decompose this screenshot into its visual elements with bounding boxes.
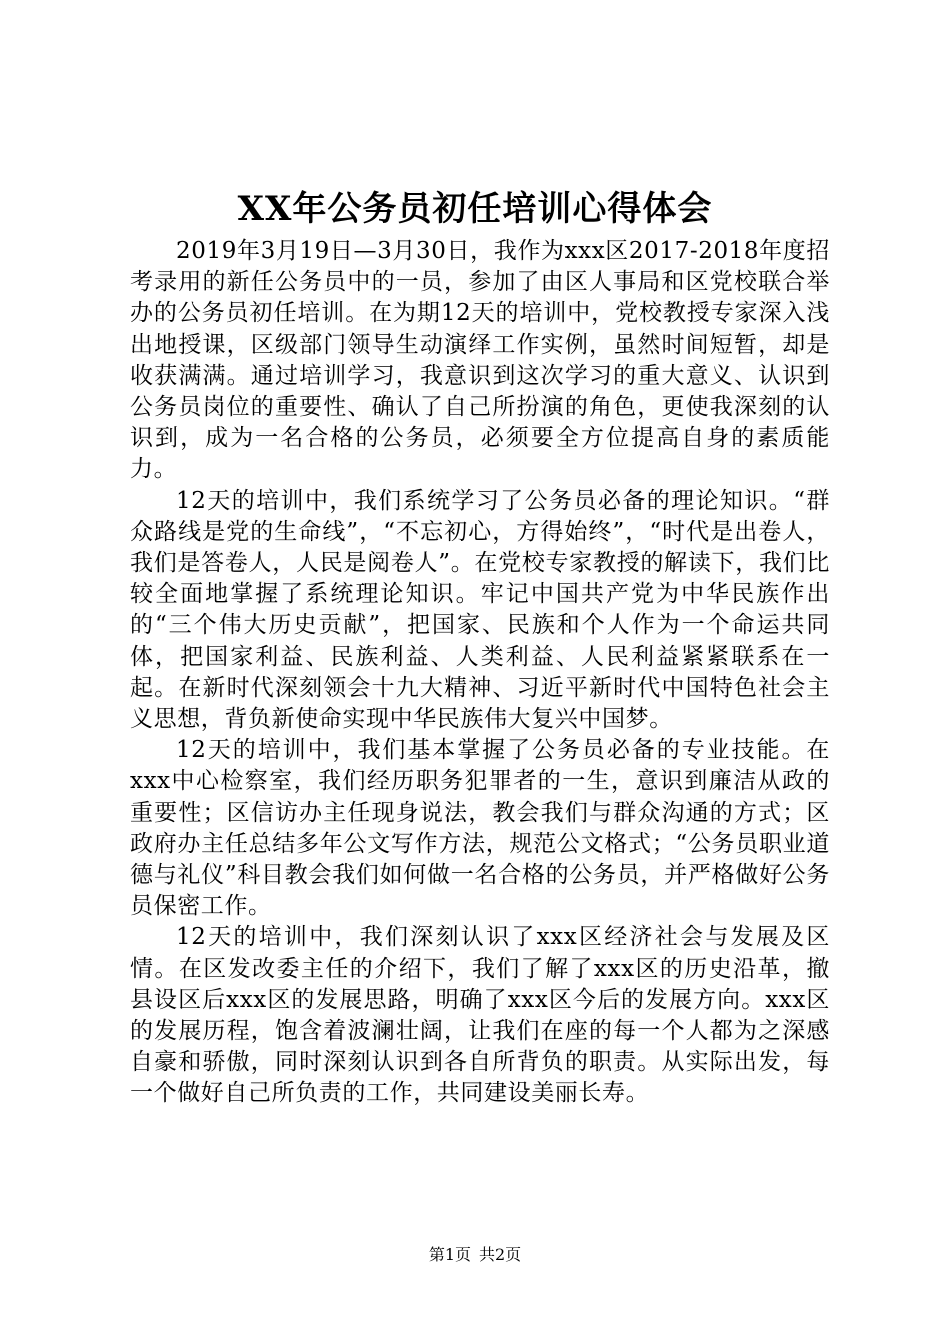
paragraph-4: 12天的培训中，我们深刻认识了xxx区经济社会与发展及区情。在区发改委主任的介绍下，我们了解了xxx区的历史沿革，撤县设区后xxx区的发展思路，明确了xxx区今后的发展方向。xxx区的发展历程，饱含着波澜壮阔，让我们在座的每一个人都为之深感自豪和骄傲，同时深刻认识到各自所背负的职责。从实际出发，每一个做好自己所负责的工作，共同建设美丽长寿。 bbox=[130, 924, 830, 1107]
document-body bbox=[130, 236, 830, 1110]
paragraph-1: 2019年3月19日—3月30日，我作为xxx区2017-2018年度招考录用的新任公务员中的一员，参加了由区人事局和区党校联合举办的公务员初任培训。在为期12天的培训中，党校教授专家深入浅出地授课，区级部门领导生动演绎工作实例，虽然时间短暂，却是收获满满。通过培训学习，我意识到这次学习的重大意义、认识到公务员岗位的重要性、确认了自己所扮演的角色，更使我深刻的认识到，成为一名合格的公务员，必须要全方位提高自身的素质能力。 bbox=[130, 238, 830, 483]
document-title: XX年公务员初任培训心得体会 bbox=[237, 189, 713, 229]
page-footer bbox=[0, 1244, 950, 1266]
page-total: 共2页 bbox=[479, 1245, 522, 1264]
paragraph-3: 12天的培训中，我们基本掌握了公务员必备的专业技能。在xxx中心检察室，我们经历职务犯罪者的一生，意识到廉洁从政的重要性；区信访办主任现身说法，教会我们与群众沟通的方式；区政府办主任总结多年公文写作方法，规范公文格式；“公务员职业道德与礼仪”科目教会我们如何做一名合格的公务员，并严格做好公务员保密工作。 bbox=[130, 737, 830, 920]
page-number: 第1页 bbox=[428, 1245, 471, 1264]
paragraph-2: 12天的培训中，我们系统学习了公务员必备的理论知识。“群众路线是党的生命线”，“不忘初心，方得始终”，“时代是出卷人，我们是答卷人，人民是阅卷人”。在党校专家教授的解读下，我们比较全面地掌握了系统理论知识。牢记中国共产党为中华民族作出的“三个伟大历史贡献”，把国家、民族和个人作为一个命运共同体，把国家利益、民族利益、人类利益、人民利益紧紧联系在一起。在新时代深刻领会十九大精神、习近平新时代中国特色社会主义思想，背负新使命实现中华民族伟大复兴中国梦。 bbox=[130, 487, 830, 733]
